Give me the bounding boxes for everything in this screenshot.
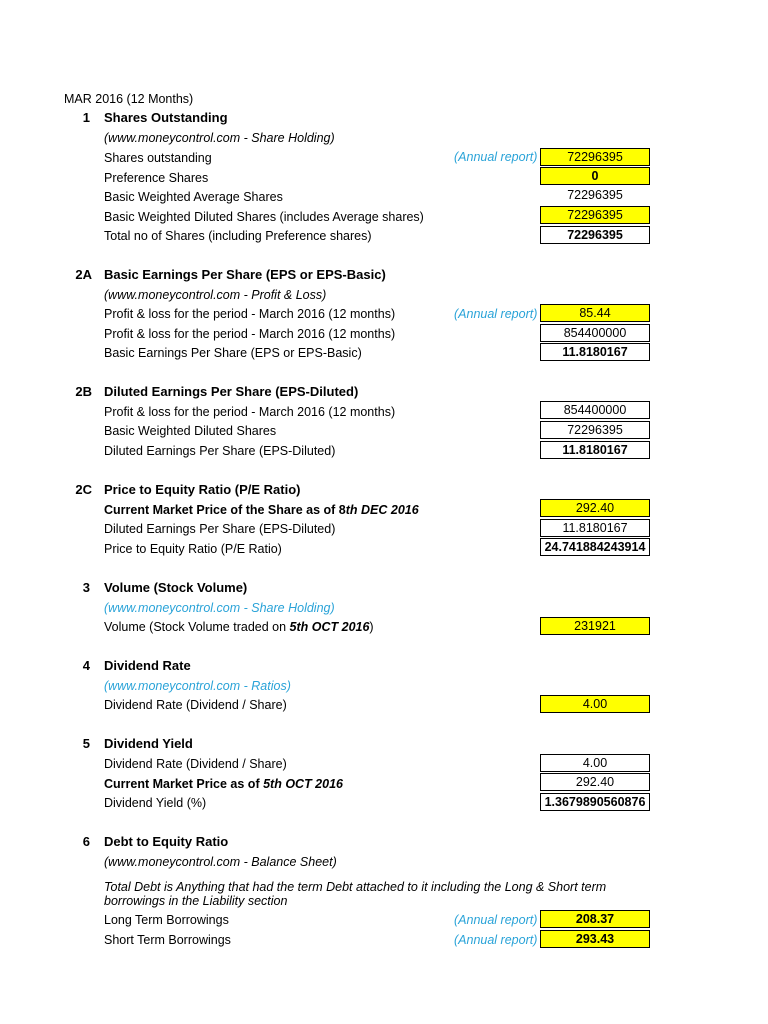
long-term-borrowings-cell[interactable]: 208.37 <box>540 910 650 928</box>
shares-outstanding-cell[interactable]: 72296395 <box>540 148 650 166</box>
section-6-number: 6 <box>82 834 90 849</box>
current-market-price-label: Current Market Price of the Share as of 8th DEC 2016 <box>104 503 419 517</box>
section-2b-title: Diluted Earnings Per Share (EPS-Diluted) <box>104 384 359 399</box>
pe-ratio-label: Price to Equity Ratio (P/E Ratio) <box>104 542 282 556</box>
pl-period-label: Profit & loss for the period - March 2016 (12 months) <box>104 405 396 419</box>
section-3-source: (www.moneycontrol.com - Share Holding) <box>104 601 335 615</box>
basic-weighted-diluted-cell[interactable]: 72296395 <box>540 421 650 439</box>
short-term-borrowings-label: Short Term Borrowings <box>104 933 231 947</box>
dividend-yield-cell[interactable]: 1.3679890560876 <box>540 793 650 811</box>
section-2a-title: Basic Earnings Per Share (EPS or EPS-Basic) <box>104 267 386 282</box>
stock-volume-label: Volume (Stock Volume traded on 5th OCT 2016) <box>104 620 374 634</box>
basic-weighted-average-label: Basic Weighted Average Shares <box>104 190 283 204</box>
pl-period-label: Profit & loss for the period - March 2016 (12 months) <box>104 327 396 341</box>
section-3-number: 3 <box>82 580 90 595</box>
dividend-yield-label: Dividend Yield (%) <box>104 796 207 810</box>
section-3-title: Volume (Stock Volume) <box>104 580 248 595</box>
basic-eps-cell[interactable]: 11.8180167 <box>540 343 650 361</box>
pl-period-absolute-cell[interactable]: 854400000 <box>540 324 650 342</box>
section-6-source: (www.moneycontrol.com - Balance Sheet) <box>104 855 337 869</box>
basic-weighted-diluted-label: Basic Weighted Diluted Shares <box>104 424 277 438</box>
section-5-number: 5 <box>82 736 90 751</box>
preference-shares-cell[interactable]: 0 <box>540 167 650 185</box>
diluted-eps-label: Diluted Earnings Per Share (EPS-Diluted) <box>104 444 336 458</box>
dividend-rate-label: Dividend Rate (Dividend / Share) <box>104 698 287 712</box>
section-4-title: Dividend Rate <box>104 658 191 673</box>
dividend-rate-cell[interactable]: 4.00 <box>540 695 650 713</box>
diluted-eps-cell[interactable]: 11.8180167 <box>540 519 650 537</box>
section-5-title: Dividend Yield <box>104 736 193 751</box>
pe-ratio-cell[interactable]: 24.741884243914 <box>540 538 650 556</box>
section-2a-number: 2A <box>75 267 92 282</box>
dividend-rate-cell[interactable]: 4.00 <box>540 754 650 772</box>
current-market-price-cell[interactable]: 292.40 <box>540 499 650 517</box>
shares-outstanding-label: Shares outstanding <box>104 151 212 165</box>
period-title: MAR 2016 (12 Months) <box>64 92 194 106</box>
total-shares-label: Total no of Shares (including Preference shares) <box>104 229 372 243</box>
basic-weighted-diluted-cell[interactable]: 72296395 <box>540 206 650 224</box>
annual-report-note: (Annual report) <box>454 307 538 321</box>
current-market-price-label: Current Market Price as of 5th OCT 2016 <box>104 777 343 791</box>
section-2c-number: 2C <box>75 482 92 497</box>
long-term-borrowings-label: Long Term Borrowings <box>104 913 229 927</box>
annual-report-note: (Annual report) <box>454 913 538 927</box>
dividend-rate-label: Dividend Rate (Dividend / Share) <box>104 757 287 771</box>
current-market-price-cell[interactable]: 292.40 <box>540 773 650 791</box>
basic-eps-label: Basic Earnings Per Share (EPS or EPS-Basic) <box>104 346 362 360</box>
pl-period-crore-cell[interactable]: 85.44 <box>540 304 650 322</box>
diluted-eps-cell[interactable]: 11.8180167 <box>540 441 650 459</box>
section-1-number: 1 <box>82 110 90 125</box>
section-1-title: Shares Outstanding <box>104 110 228 125</box>
diluted-eps-label: Diluted Earnings Per Share (EPS-Diluted) <box>104 522 336 536</box>
preference-shares-label: Preference Shares <box>104 171 209 185</box>
section-1-source: (www.moneycontrol.com - Share Holding) <box>104 131 335 145</box>
section-6-title: Debt to Equity Ratio <box>104 834 229 849</box>
total-debt-note: Total Debt is Anything that had the term Debt attached to it including the Long & Short term borrowings in the Liability section <box>104 880 607 908</box>
stock-volume-cell[interactable]: 231921 <box>540 617 650 635</box>
basic-weighted-average-cell[interactable]: 72296395 <box>540 187 650 205</box>
section-2a-source: (www.moneycontrol.com - Profit & Loss) <box>104 288 327 302</box>
section-4-source: (www.moneycontrol.com - Ratios) <box>104 679 291 693</box>
section-2c-title: Price to Equity Ratio (P/E Ratio) <box>104 482 301 497</box>
pl-period-label: Profit & loss for the period - March 2016 (12 months) <box>104 307 396 321</box>
short-term-borrowings-cell[interactable]: 293.43 <box>540 930 650 948</box>
annual-report-note: (Annual report) <box>454 150 538 164</box>
annual-report-note: (Annual report) <box>454 933 538 947</box>
basic-weighted-diluted-label: Basic Weighted Diluted Shares (includes Average shares) <box>104 210 424 224</box>
section-4-number: 4 <box>82 658 90 673</box>
pl-period-cell[interactable]: 854400000 <box>540 401 650 419</box>
total-shares-cell[interactable]: 72296395 <box>540 226 650 244</box>
section-2b-number: 2B <box>75 384 92 399</box>
